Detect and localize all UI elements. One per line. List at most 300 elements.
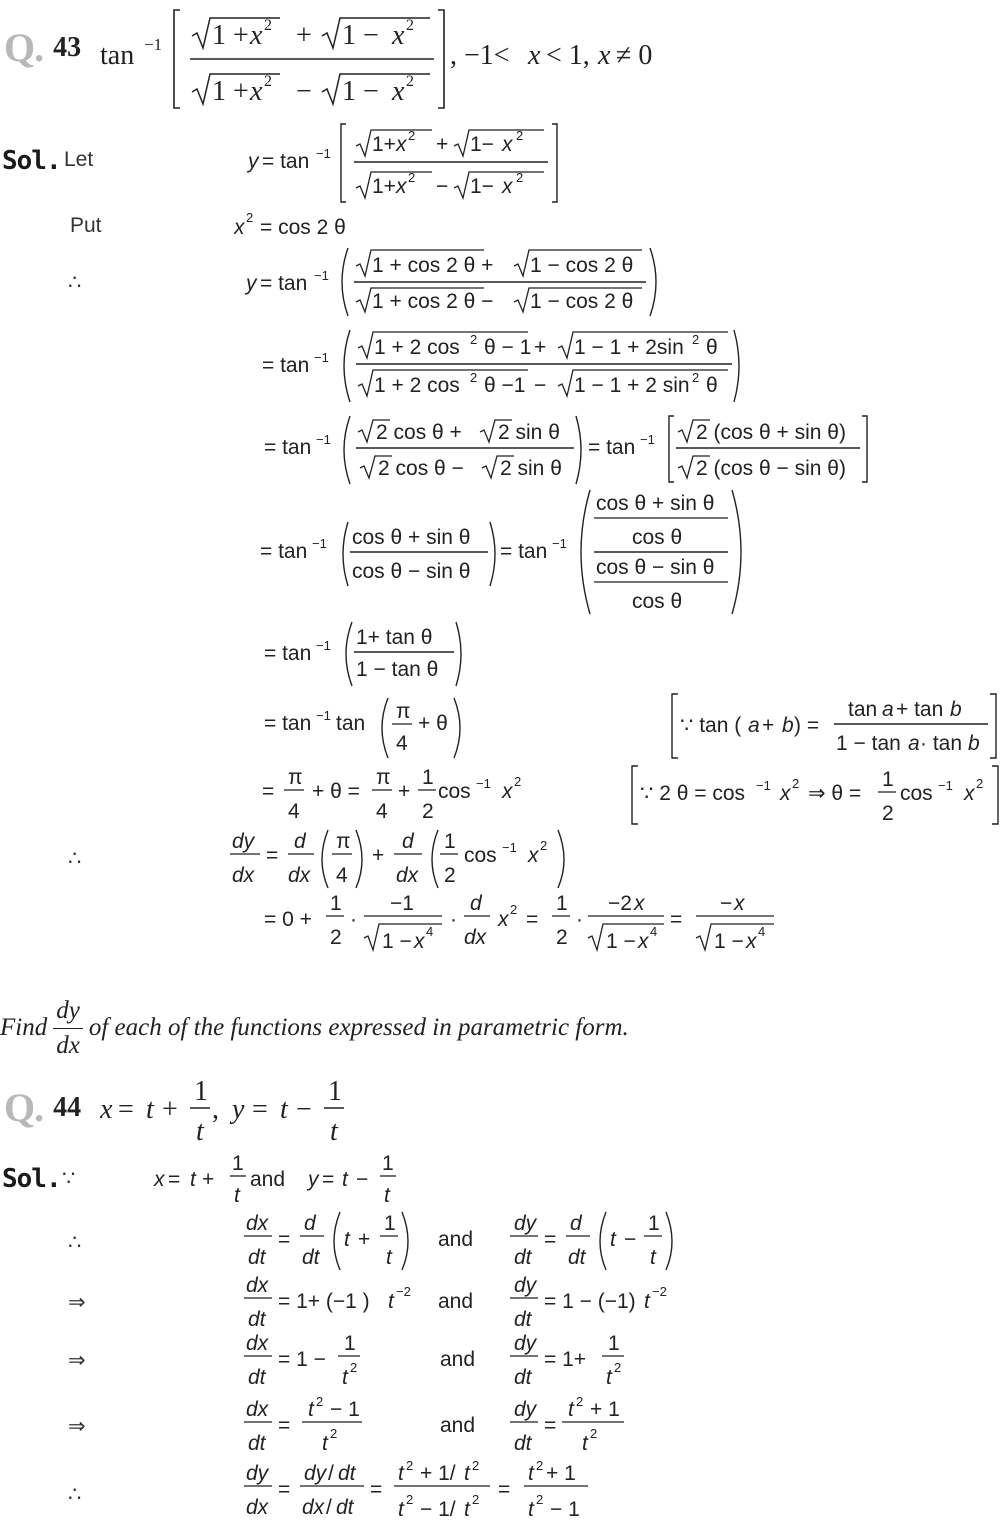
svg-text:dt: dt (248, 1246, 266, 1269)
svg-text:= 0 +: = 0 + (264, 908, 312, 931)
svg-text:+ 1: + 1 (546, 1462, 576, 1485)
svg-text:−: − (720, 892, 733, 915)
svg-text:x: x (746, 930, 757, 953)
svg-text:2: 2 (590, 1426, 598, 1441)
svg-text:x: x (780, 782, 791, 805)
svg-text:2 cos θ −: 2 cos θ − (378, 457, 464, 480)
svg-text:· tan: · tan (920, 732, 963, 755)
svg-text:t: t (610, 1228, 616, 1251)
svg-text:dy: dy (514, 1398, 537, 1421)
svg-text:2: 2 (472, 1492, 480, 1507)
svg-text:−1: −1 (314, 350, 329, 365)
svg-text:= tan: = tan (262, 354, 310, 377)
step-43-3-formula (244, 244, 664, 322)
problem-44-formula (100, 1074, 370, 1150)
svg-text:+ θ: + θ (418, 712, 448, 735)
step-43-5 (264, 412, 884, 493)
step-43-4-formula (262, 326, 742, 406)
svg-text:2: 2 (976, 776, 984, 791)
problem-43-formula (100, 4, 700, 110)
svg-text:∵ tan (: ∵ tan ( (680, 714, 742, 737)
step-43-9-formula (262, 762, 552, 828)
svg-text:2 (cos θ − sin θ): 2 (cos θ − sin θ) (696, 457, 846, 480)
svg-text:, −1<: , −1< (450, 40, 510, 71)
svg-text:1 + 2 cos: 1 + 2 cos (374, 336, 460, 359)
svg-text:4: 4 (396, 732, 408, 755)
svg-text:2: 2 (576, 1394, 584, 1409)
svg-text:1 −: 1 − (382, 930, 412, 953)
svg-text:dt: dt (514, 1246, 532, 1269)
svg-text:1 −: 1 − (606, 930, 636, 953)
svg-text:1: 1 (328, 1076, 342, 1107)
svg-text:t: t (386, 1246, 392, 1269)
svg-text:1+ tan θ: 1+ tan θ (356, 626, 433, 649)
solution-label: Sol. (2, 146, 61, 176)
step-43-11-formula (264, 888, 784, 958)
step-label-put: Put (70, 214, 102, 237)
svg-text:= tan: = tan (260, 272, 308, 295)
svg-text:+: + (436, 133, 449, 156)
svg-text:=: = (278, 1228, 291, 1251)
svg-text:1 +: 1 + (212, 20, 249, 51)
svg-text:+ 1/: + 1/ (420, 1462, 456, 1485)
svg-text:t: t (196, 1116, 204, 1147)
svg-text:θ: θ (706, 374, 718, 397)
svg-text:1: 1 (556, 892, 568, 915)
svg-text:1: 1 (384, 1212, 396, 1235)
svg-text:2: 2 (516, 170, 524, 185)
svg-text:2: 2 (406, 1492, 414, 1507)
svg-text:dy: dy (514, 1332, 537, 1355)
svg-text:2: 2 (406, 1458, 414, 1473)
svg-text:θ: θ (706, 336, 718, 359)
svg-text:+: + (358, 1228, 371, 1251)
svg-text:cos θ + sin θ: cos θ + sin θ (352, 526, 471, 549)
svg-text:dx: dx (288, 864, 311, 887)
svg-text:x: x (638, 930, 649, 953)
svg-text:t: t (606, 1366, 612, 1389)
svg-text:2: 2 (792, 776, 800, 791)
svg-text:−1: −1 (144, 35, 163, 54)
svg-text:1+: 1+ (372, 133, 396, 156)
step-43-6 (260, 488, 760, 623)
svg-text:dt: dt (514, 1308, 532, 1331)
note-theta-formula (630, 762, 1002, 828)
svg-text:x: x (528, 40, 541, 71)
question-mark-label: Q. (4, 25, 44, 70)
svg-text:a: a (908, 732, 920, 755)
step-43-5-formula (264, 412, 884, 488)
svg-text:−1: −1 (756, 778, 771, 793)
svg-text:1 −: 1 − (714, 930, 744, 953)
svg-text:t: t (528, 1498, 534, 1521)
svg-text:cos: cos (900, 782, 933, 805)
svg-text:= 1+: = 1+ (544, 1348, 587, 1371)
svg-text:dt: dt (514, 1432, 532, 1455)
step-43-4 (262, 326, 742, 411)
svg-text:θ −1: θ −1 (484, 374, 526, 397)
svg-text:t: t (464, 1462, 470, 1485)
svg-text:x: x (250, 20, 263, 51)
step-43-3 (244, 244, 664, 327)
svg-text:dy: dy (304, 1462, 327, 1485)
svg-text:x: x (396, 133, 407, 156)
svg-text:=: = (322, 1168, 335, 1191)
svg-text:x: x (502, 780, 513, 803)
svg-text:) =: ) = (794, 714, 820, 737)
svg-text:1: 1 (194, 1076, 208, 1107)
svg-text:=: = (278, 1414, 291, 1437)
svg-text:t: t (146, 1094, 154, 1125)
step-44-2 (244, 1208, 684, 1277)
svg-text:−1: −1 (502, 840, 517, 855)
step-44-5 (244, 1394, 684, 1463)
question-number: 43 (53, 31, 82, 63)
svg-text:= tan: = tan (262, 150, 310, 173)
note-theta (630, 762, 1002, 833)
svg-text:2: 2 (540, 838, 548, 853)
svg-text:π: π (336, 830, 351, 853)
svg-text:= tan: = tan (264, 712, 312, 735)
svg-text:y: y (308, 1168, 319, 1191)
svg-text:a: a (882, 698, 894, 721)
svg-text:1 − 1 + 2 sin: 1 − 1 + 2 sin (574, 374, 690, 397)
svg-text:and: and (438, 1290, 474, 1313)
svg-text:+: + (296, 20, 312, 51)
svg-text:+: + (398, 780, 411, 803)
step-44-2-formula (244, 1208, 684, 1272)
svg-text:=: = (252, 1094, 268, 1125)
svg-text:2: 2 (536, 1458, 544, 1473)
svg-text:cos θ: cos θ (632, 590, 683, 613)
svg-text:= tan: = tan (264, 436, 312, 459)
svg-text:·: · (350, 908, 357, 931)
svg-text:dt: dt (248, 1366, 266, 1389)
svg-text:t: t (330, 1116, 338, 1147)
svg-text:2: 2 (406, 17, 414, 34)
svg-text:+: + (762, 714, 775, 737)
svg-text:x: x (734, 892, 745, 915)
svg-text:cos: cos (438, 780, 471, 803)
svg-text:=: = (278, 1478, 291, 1501)
svg-text:b: b (782, 714, 794, 737)
svg-text:4: 4 (376, 800, 388, 823)
svg-text:⇒ θ =: ⇒ θ = (808, 782, 862, 805)
svg-text:< 1,: < 1, (546, 40, 590, 71)
note-tan-sum (668, 690, 1002, 767)
svg-text:x: x (502, 133, 513, 156)
step-label-implies-3: ⇒ (68, 1415, 86, 1438)
svg-text:1−: 1− (470, 175, 494, 198)
svg-text:4: 4 (288, 800, 300, 823)
svg-text:=: = (168, 1168, 181, 1191)
svg-text:−2: −2 (608, 892, 632, 915)
step-44-6 (244, 1458, 604, 1522)
svg-text:=: = (118, 1094, 134, 1125)
svg-text:x: x (392, 20, 405, 51)
svg-text:4: 4 (650, 924, 658, 939)
svg-text:=: = (370, 1478, 383, 1501)
svg-text:1: 1 (330, 892, 342, 915)
svg-text:+: + (162, 1094, 178, 1125)
svg-text:1: 1 (648, 1212, 660, 1235)
svg-text:x: x (250, 76, 263, 107)
svg-text:d: d (304, 1212, 316, 1235)
svg-text:1 +: 1 + (212, 76, 249, 107)
svg-text:tan: tan (100, 40, 135, 71)
svg-text:cos θ − sin θ: cos θ − sin θ (596, 556, 715, 579)
svg-text:2: 2 (516, 128, 524, 143)
svg-text:cos θ: cos θ (632, 526, 683, 549)
svg-text:tan: tan (336, 712, 366, 735)
svg-text:t: t (398, 1498, 404, 1521)
svg-text:2: 2 (470, 370, 478, 385)
svg-text:d: d (402, 830, 414, 853)
svg-text:−: − (436, 175, 449, 198)
svg-text:− 1: − 1 (550, 1498, 580, 1521)
svg-text:−1: −1 (476, 776, 491, 791)
svg-text:+ tan: + tan (896, 698, 944, 721)
svg-text:2: 2 (614, 1360, 622, 1375)
svg-text:1: 1 (422, 766, 434, 789)
svg-text:t: t (308, 1398, 314, 1421)
svg-text:1: 1 (344, 1332, 356, 1355)
svg-text:dx: dx (302, 1496, 325, 1519)
step-44-1 (152, 1148, 412, 1215)
svg-text:x: x (234, 216, 245, 239)
svg-text:dx: dx (464, 926, 487, 949)
svg-text:=: = (544, 1228, 557, 1251)
svg-text:= 1 −: = 1 − (278, 1348, 326, 1371)
svg-text:2: 2 (316, 1394, 324, 1409)
svg-text:=: = (262, 780, 275, 803)
svg-text:cos θ − sin θ: cos θ − sin θ (352, 560, 471, 583)
svg-text:dt: dt (338, 1462, 356, 1485)
svg-text:≠ 0: ≠ 0 (616, 40, 653, 71)
svg-text:y: y (248, 150, 259, 173)
step-44-3-formula (244, 1270, 684, 1334)
svg-text:−2: −2 (396, 1284, 411, 1299)
svg-text:,: , (212, 1094, 219, 1125)
svg-text:−1: −1 (640, 432, 655, 447)
svg-text:x: x (396, 175, 407, 198)
step-43-7-formula (264, 618, 474, 690)
svg-text:−1: −1 (938, 778, 953, 793)
svg-text:dx: dx (246, 1274, 269, 1297)
svg-text:2: 2 (264, 73, 272, 90)
svg-text:t: t (528, 1462, 534, 1485)
svg-text:2 sin θ: 2 sin θ (500, 457, 562, 480)
instruction-dy: dy (53, 995, 83, 1028)
step-43-10 (228, 826, 578, 897)
step-label-therefore-3: ∴ (68, 1231, 82, 1254)
svg-text:b: b (968, 732, 980, 755)
step-label-therefore: ∴ (68, 271, 82, 294)
svg-text:a: a (748, 714, 760, 737)
step-43-7 (264, 618, 474, 695)
svg-text:π: π (376, 766, 391, 789)
svg-text:t: t (650, 1246, 656, 1269)
svg-text:d: d (470, 892, 482, 915)
svg-text:= tan: = tan (588, 436, 636, 459)
step-43-11 (264, 888, 784, 963)
svg-text:−1: −1 (552, 536, 567, 551)
svg-text:2 (cos θ + sin θ): 2 (cos θ + sin θ) (696, 421, 846, 444)
svg-text:1 + cos 2 θ −: 1 + cos 2 θ − (372, 290, 494, 313)
svg-text:x: x (634, 892, 645, 915)
step-43-1-formula (246, 118, 576, 208)
svg-text:+: + (372, 844, 385, 867)
svg-text:=: = (544, 1414, 557, 1437)
svg-text:t: t (342, 1168, 348, 1191)
svg-text:dt: dt (514, 1366, 532, 1389)
svg-text:1 − tan: 1 − tan (836, 732, 901, 755)
svg-text:4: 4 (336, 864, 348, 887)
svg-text:dy: dy (514, 1212, 537, 1235)
svg-text:dt: dt (302, 1246, 320, 1269)
svg-text:cos θ + sin θ: cos θ + sin θ (596, 492, 715, 515)
step-label-implies-2: ⇒ (68, 1349, 86, 1372)
solution-label: Sol. (2, 1164, 61, 1194)
step-43-2-formula (234, 208, 374, 242)
svg-text:= tan: = tan (264, 642, 312, 665)
svg-text:+: + (202, 1168, 215, 1191)
svg-text:−2: −2 (652, 1284, 667, 1299)
step-44-5-formula (244, 1394, 684, 1458)
svg-text:1 + cos 2 θ +: 1 + cos 2 θ + (372, 254, 494, 277)
svg-text:x: x (154, 1168, 165, 1191)
step-43-1 (246, 118, 576, 213)
svg-text:2: 2 (692, 332, 700, 347)
svg-text:y: y (232, 1094, 245, 1125)
svg-text:2: 2 (422, 800, 434, 823)
svg-text:2: 2 (514, 774, 522, 789)
svg-text:dx: dx (246, 1496, 269, 1519)
svg-text:2: 2 (556, 926, 568, 949)
svg-text:x: x (964, 782, 975, 805)
svg-text:1: 1 (444, 830, 456, 853)
svg-text:t: t (234, 1184, 240, 1207)
svg-text:dt: dt (248, 1308, 266, 1331)
svg-text:1 − cos 2 θ: 1 − cos 2 θ (530, 290, 634, 313)
svg-text:dt: dt (336, 1496, 354, 1519)
svg-text:dt: dt (248, 1432, 266, 1455)
svg-text:t: t (388, 1290, 394, 1313)
svg-text:−1: −1 (316, 146, 331, 161)
step-label-implies-1: ⇒ (68, 1291, 86, 1314)
svg-text:1 − 1 + 2sin: 1 − 1 + 2sin (574, 336, 684, 359)
svg-text:dy: dy (514, 1274, 537, 1297)
svg-text:2: 2 (882, 802, 894, 825)
question-mark-label: Q. (4, 1085, 44, 1130)
svg-text:2: 2 (470, 332, 478, 347)
step-label-let: Let (64, 148, 94, 171)
svg-text:=: = (526, 908, 539, 931)
svg-text:dx: dx (246, 1332, 269, 1355)
svg-text:2: 2 (330, 926, 342, 949)
svg-text:−: − (296, 76, 312, 107)
step-44-4 (244, 1328, 684, 1397)
svg-text:4: 4 (426, 924, 434, 939)
svg-text:x: x (498, 908, 509, 931)
step-label-since: ∵ (62, 1167, 76, 1190)
question-44-problem (100, 1074, 370, 1155)
svg-text:−1: −1 (316, 432, 331, 447)
svg-text:cos: cos (464, 844, 497, 867)
svg-text:2: 2 (264, 17, 272, 34)
svg-text:1: 1 (382, 1152, 394, 1175)
instruction-suffix: of each of the functions expressed in parametric form. (88, 1014, 629, 1041)
svg-text:and: and (440, 1414, 476, 1437)
svg-text:dx: dx (396, 864, 419, 887)
svg-text:dy: dy (232, 830, 255, 853)
svg-text:=: = (670, 908, 683, 931)
svg-text:−1: −1 (314, 268, 329, 283)
svg-text:t: t (644, 1290, 650, 1313)
svg-text:d: d (294, 830, 306, 853)
svg-text:dy: dy (246, 1462, 269, 1485)
svg-text:t: t (322, 1432, 328, 1455)
step-label-therefore-4: ∴ (68, 1483, 82, 1506)
svg-text:x: x (414, 930, 425, 953)
svg-text:·: · (450, 908, 457, 931)
instruction-line (0, 994, 629, 1062)
svg-text:x: x (598, 40, 611, 71)
svg-text:θ − 1: θ − 1 (484, 336, 532, 359)
svg-text:∵ 2 θ = cos: ∵ 2 θ = cos (640, 782, 745, 805)
note-tan-sum-formula (668, 690, 1002, 762)
svg-text:−1: −1 (312, 536, 327, 551)
svg-text:1: 1 (232, 1152, 244, 1175)
svg-text:2: 2 (510, 902, 518, 917)
svg-text:=: = (266, 844, 279, 867)
svg-text:dx: dx (246, 1398, 269, 1421)
svg-text:y: y (246, 272, 257, 295)
svg-text:b: b (950, 698, 962, 721)
svg-text:=: = (498, 1478, 511, 1501)
svg-text:d: d (570, 1212, 582, 1235)
svg-text:/: / (326, 1496, 332, 1519)
svg-text:2: 2 (536, 1492, 544, 1507)
svg-text:= tan: = tan (500, 540, 548, 563)
svg-text:and: and (438, 1228, 474, 1251)
step-43-8 (264, 694, 474, 767)
svg-text:−: − (624, 1228, 637, 1251)
svg-text:t: t (342, 1366, 348, 1389)
step-43-6-formula (260, 488, 760, 618)
svg-text:2: 2 (408, 128, 416, 143)
svg-text:+: + (534, 336, 547, 359)
svg-text:dt: dt (568, 1246, 586, 1269)
svg-text:2: 2 (408, 170, 416, 185)
svg-text:t: t (190, 1168, 196, 1191)
svg-text:1 + 2 cos: 1 + 2 cos (374, 374, 460, 397)
svg-text:/: / (328, 1462, 334, 1485)
instruction-prefix: Find (0, 1014, 48, 1041)
svg-text:dx: dx (246, 1212, 269, 1235)
svg-text:2: 2 (472, 1458, 480, 1473)
svg-text:and: and (440, 1348, 476, 1371)
svg-text:π: π (288, 766, 303, 789)
svg-text:− 1: − 1 (330, 1398, 360, 1421)
step-label-therefore-2: ∴ (68, 847, 82, 870)
svg-text:−1: −1 (316, 708, 331, 723)
svg-text:2: 2 (444, 864, 456, 887)
svg-text:x: x (392, 76, 405, 107)
svg-text:x: x (502, 175, 513, 198)
svg-text:2: 2 (246, 210, 254, 225)
step-43-8-formula (264, 694, 474, 762)
